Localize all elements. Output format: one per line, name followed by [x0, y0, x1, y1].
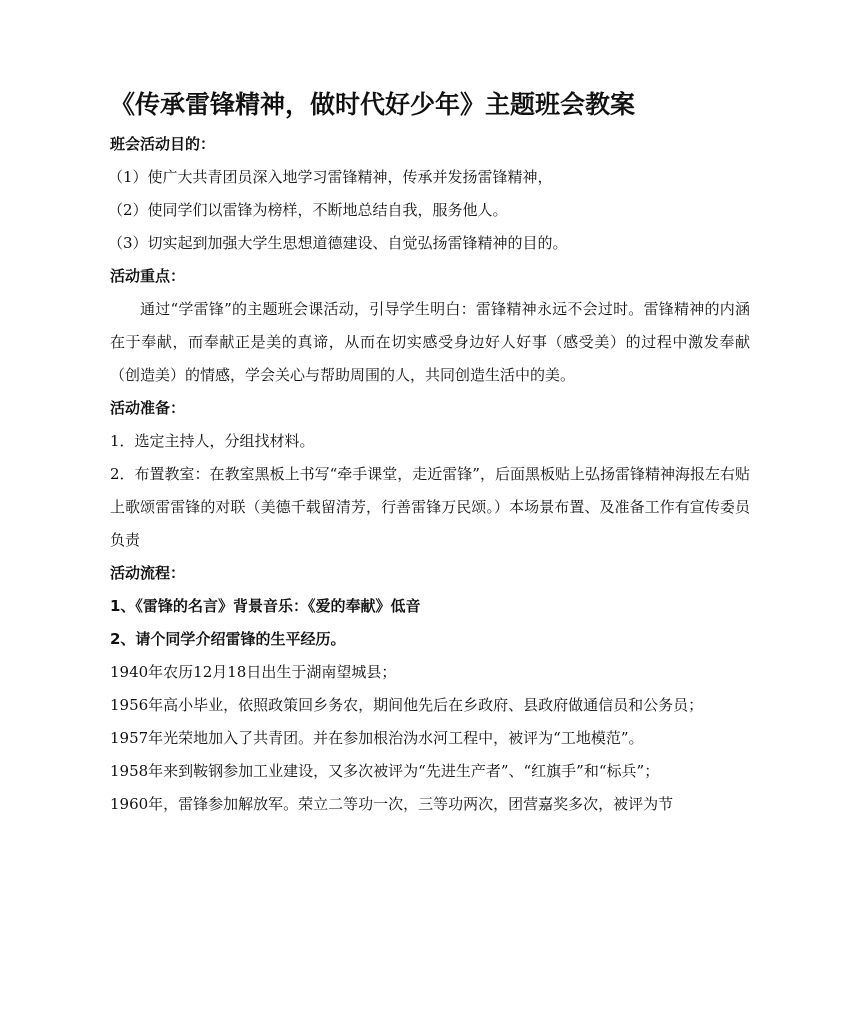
- preparation-heading: 活动准备：: [110, 399, 186, 417]
- biography-entry-1957: 1957年光荣地加入了共青团。并在参加根治沩水河工程中，被评为“工地模范”。: [110, 729, 644, 747]
- purpose-heading: 班会活动目的：: [110, 135, 216, 153]
- document-title: 《传承雷锋精神，做时代好少年》主题班会教案: [110, 90, 636, 119]
- biography-entry-1956: 1956年高小毕业，依照政策回乡务农，期间他先后在乡政府、县政府做通信员和公务员；: [110, 696, 704, 714]
- focus-paragraph: 通过“学雷锋”的主题班会课活动，引导学生明白：雷锋精神永远不会过时。雷锋精神的内涵在于奉献，而奉献正是美的真谛，从而在切实感受身边好人好事（感受美）的过程中激发奉献（创造美）的情感，学会关心与帮助周围的人，共同创造生活中的美。: [110, 300, 750, 384]
- process-step-1: 1、《雷锋的名言》背景音乐：《爱的奉献》低音: [110, 597, 421, 615]
- biography-entry-1958: 1958年来到鞍钢参加工业建设，又多次被评为“先进生产者”、“红旗手”和“标兵”；: [110, 762, 660, 780]
- document-page: [110, 82, 750, 821]
- preparation-item-2: 2．布置教室：在教室黑板上书写“牵手课堂，走近雷锋”，后面黑板贴上弘扬雷锋精神海报左右贴上歌颂雷雷锋的对联（美德千载留清芳，行善雷锋万民颂。）本场景布置、及准备工作有宣传委员负责: [110, 465, 750, 549]
- focus-heading: 活动重点：: [110, 267, 186, 285]
- preparation-item-1: 1．选定主持人，分组找材料。: [110, 432, 315, 450]
- purpose-item-2: （2）使同学们以雷锋为榜样，不断地总结自我，服务他人。: [108, 201, 508, 219]
- process-heading: 活动流程：: [110, 564, 186, 582]
- purpose-item-1: （1）使广大共青团员深入地学习雷锋精神，传承并发扬雷锋精神，: [108, 168, 553, 186]
- purpose-item-3: （3）切实起到加强大学生思想道德建设、自觉弘扬雷锋精神的目的。: [108, 234, 568, 252]
- biography-entry-1960: 1960年，雷锋参加解放军。荣立二等功一次，三等功两次，团营嘉奖多次，被评为节: [110, 795, 674, 813]
- biography-entry-1940: 1940年农历12月18日出生于湖南望城县；: [110, 663, 397, 681]
- process-step-2: 2、请个同学介绍雷锋的生平经历。: [110, 630, 346, 648]
